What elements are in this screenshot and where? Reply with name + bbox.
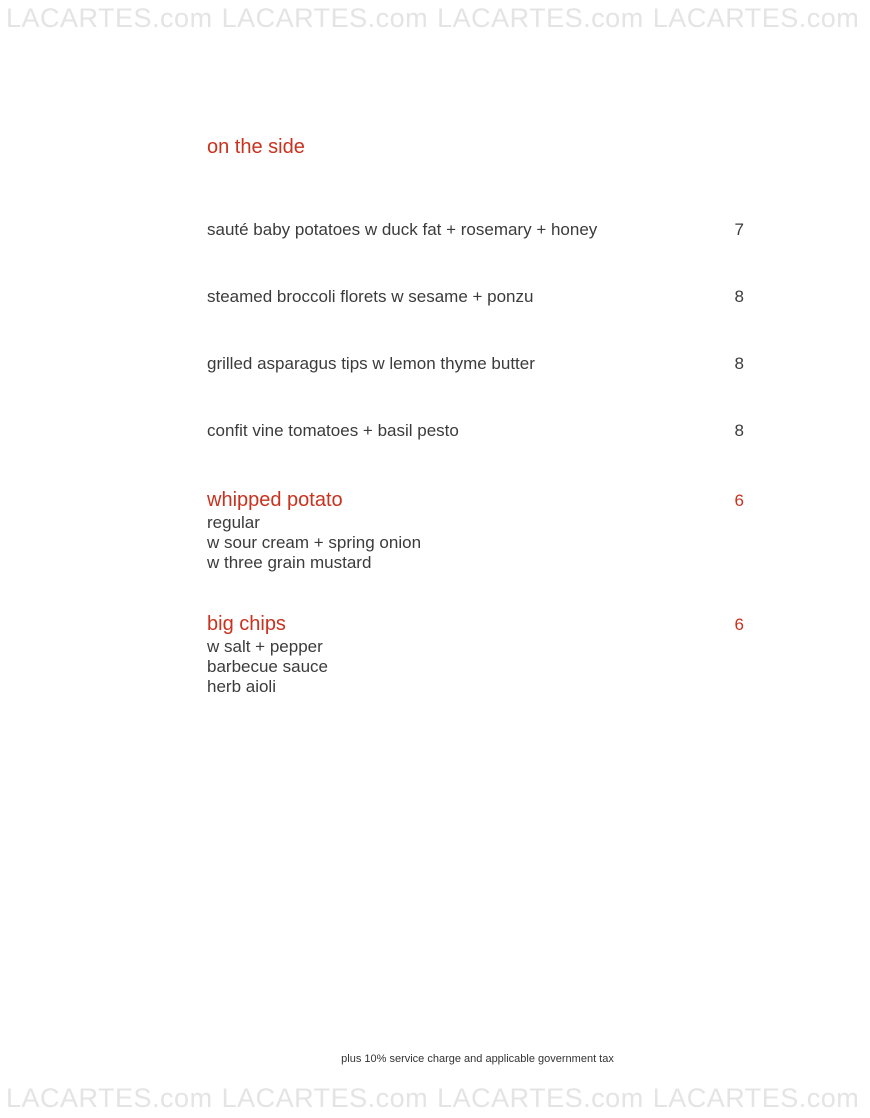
menu-group-option: w sour cream + spring onion: [207, 533, 422, 552]
watermark-text: LACARTES.com: [6, 1083, 213, 1113]
menu-item-name: sauté baby potatoes w duck fat + rosemary + honey: [207, 220, 598, 239]
watermark-bottom: [6, 1085, 870, 1112]
service-charge-note: plus 10% service charge and applicable government tax: [341, 1053, 614, 1065]
menu-item-price: 8: [734, 421, 744, 440]
watermark-text: LACARTES.com: [652, 3, 860, 33]
menu-group-option: w salt + pepper: [207, 637, 323, 656]
watermark-text: LACARTES.com: [221, 3, 429, 33]
menu-item-price: 8: [734, 287, 744, 306]
watermark-text: LACARTES.com: [6, 3, 213, 33]
watermark-text: LACARTES.com: [437, 3, 644, 33]
menu-group-name: big chips: [207, 613, 286, 635]
menu-item-name: steamed broccoli florets w sesame + ponzu: [207, 287, 534, 306]
menu-group-options: [207, 637, 328, 697]
watermark-text: LACARTES.com: [652, 1083, 860, 1113]
menu-group-option: regular: [207, 513, 260, 532]
menu-group-option: w three grain mustard: [207, 553, 372, 572]
menu-group-price: 6: [734, 615, 744, 634]
watermark-text: LACARTES.com: [437, 1083, 644, 1113]
menu-group-option: herb aioli: [207, 677, 276, 696]
menu-group-name: whipped potato: [207, 489, 343, 511]
menu-item-name: confit vine tomatoes + basil pesto: [207, 421, 459, 440]
menu-group-option: barbecue sauce: [207, 657, 328, 676]
section-title: on the side: [207, 136, 305, 158]
menu-group-options: [207, 513, 421, 573]
watermark-top: [6, 5, 870, 32]
menu-item-name: grilled asparagus tips w lemon thyme butter: [207, 354, 535, 373]
watermark-text: LACARTES.com: [221, 1083, 429, 1113]
menu-group-price: 6: [734, 491, 744, 510]
menu-item-price: 7: [734, 220, 744, 239]
menu-item-price: 8: [734, 354, 744, 373]
